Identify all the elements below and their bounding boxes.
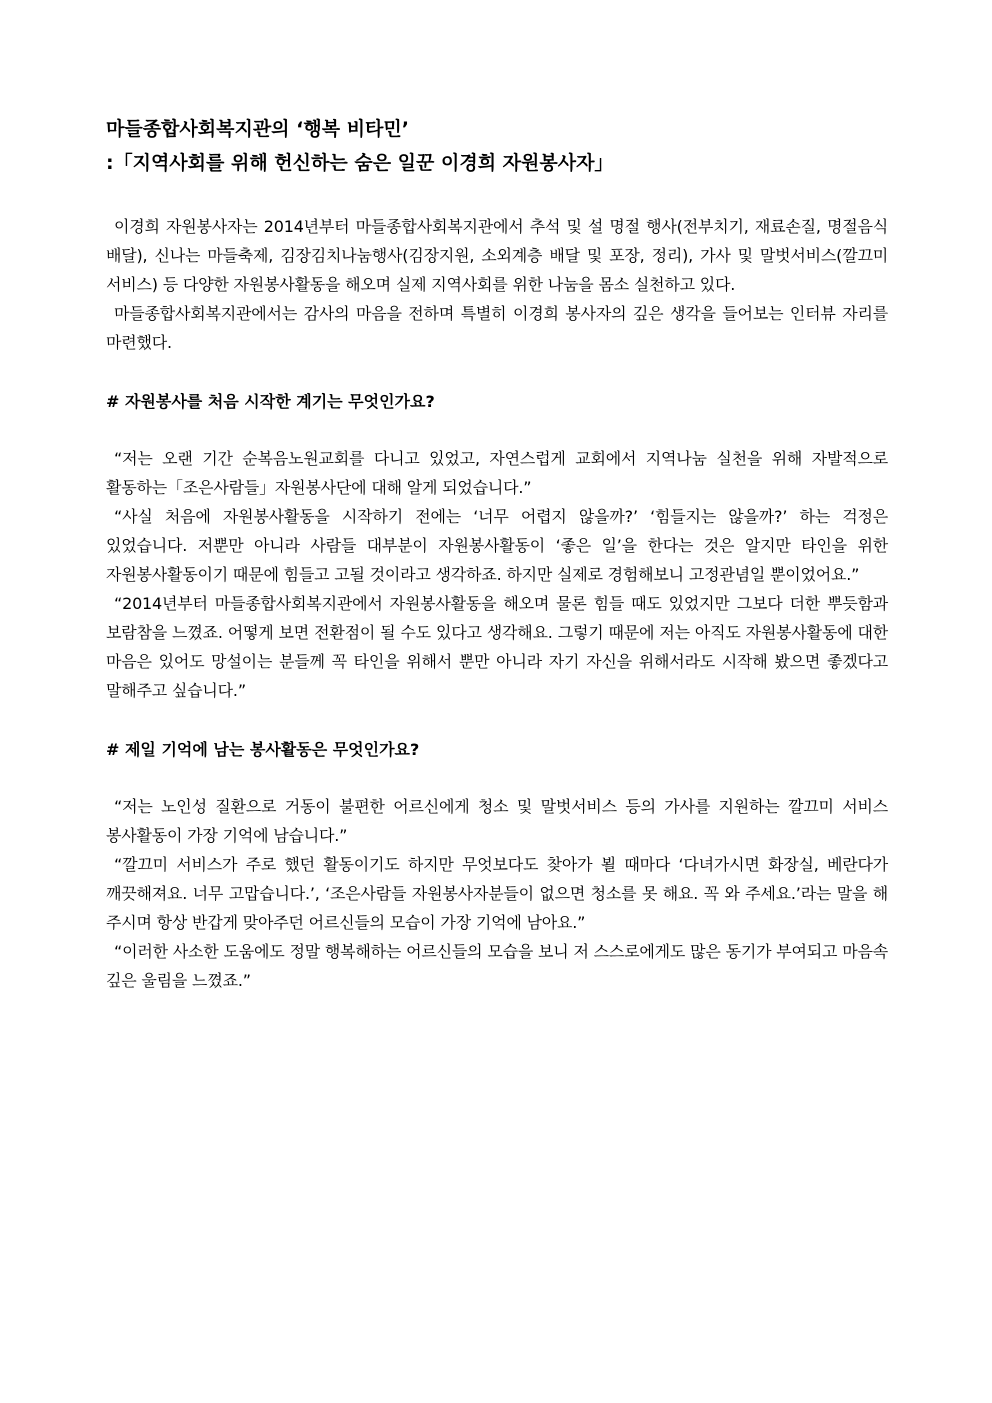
interview-section-2 [106, 735, 888, 995]
answer-paragraph: “2014년부터 마들종합사회복지관에서 자원봉사활동을 해오며 물론 힘들 때도 있었지만 그보다 더한 뿌듯함과 보람참을 느꼈죠. 어떻게 보면 전환점이 될 수도 있다고 생각해요. 그렇기 때문에 저는 아직도 자원봉사활동에 대한 마음은 있어도 망설이는 분들께 꼭 타인을 위해서 뿐만 아니라 자기 자신을 위해서라도 시작해 봤으면 좋겠다고 말해주고 싶습니다.” [106, 594, 888, 700]
intro-paragraph: 마들종합사회복지관에서는 감사의 마음을 전하며 특별히 이경희 봉사자의 깊은 생각을 들어보는 인터뷰 자리를 마련했다. [106, 304, 888, 352]
answer-paragraph: “사실 처음에 자원봉사활동을 시작하기 전에는 ‘너무 어렵지 않을까?’ ‘힘들지는 않을까?’ 하는 걱정은 있었습니다. 저뿐만 아니라 사람들 대부분이 자원봉사활동이 ‘좋은 일’을 한다는 것은 알지만 타인을 위한 자원봉사활동이기 때문에 힘들고 고될 것이라고 생각하죠. 하지만 실제로 경험해보니 고정관념일 뿐이었어요.” [106, 507, 888, 584]
section-heading: # 제일 기억에 남는 봉사활동은 무엇인가요? [106, 740, 420, 759]
intro-section [106, 212, 888, 357]
title-line-2: :「지역사회를 위해 헌신하는 숨은 일꾼 이경희 자원봉사자」 [106, 152, 614, 174]
document-page [106, 112, 888, 1025]
answer-paragraph: “깔끄미 서비스가 주로 했던 활동이기도 하지만 무엇보다도 찾아가 뵐 때마다 ‘다녀가시면 화장실, 베란다가 깨끗해져요. 너무 고맙습니다.’, ‘조은사람들 자원봉사자분들이 없으면 청소를 못 해요. 꼭 와 주세요.’라는 말을 해 주시며 항상 반갑게 맞아주던 어르신들의 모습이 가장 기억에 남아요.” [106, 855, 888, 932]
answer-paragraph: “저는 오랜 기간 순복음노원교회를 다니고 있었고, 자연스럽게 교회에서 지역나눔 실천을 위해 자발적으로 활동하는「조은사람들」자원봉사단에 대해 알게 되었습니다.” [106, 449, 888, 497]
interview-section-1 [106, 387, 888, 705]
section-heading: # 자원봉사를 처음 시작한 계기는 무엇인가요? [106, 392, 435, 411]
answer-paragraph: “이러한 사소한 도움에도 정말 행복해하는 어르신들의 모습을 보니 저 스스로에게도 많은 동기가 부여되고 마음속 깊은 울림을 느꼈죠.” [106, 942, 888, 990]
intro-paragraph: 이경희 자원봉사자는 2014년부터 마들종합사회복지관에서 추석 및 설 명절 행사(전부치기, 재료손질, 명절음식 배달), 신나는 마들축제, 김장김치나눔행사(김장지원, 소외계층 배달 및 포장, 정리), 가사 및 말벗서비스(깔끄미 서비스) 등 다양한 자원봉사활동을 해오며 실제 지역사회를 위한 나눔을 몸소 실천하고 있다. [106, 217, 888, 294]
answer-paragraph: “저는 노인성 질환으로 거동이 불편한 어르신에게 청소 및 말벗서비스 등의 가사를 지원하는 깔끄미 서비스 봉사활동이 가장 기억에 남습니다.” [106, 797, 888, 845]
title-line-1: 마들종합사회복지관의 ‘행복 비타민’ [106, 118, 409, 140]
document-title [106, 112, 888, 180]
